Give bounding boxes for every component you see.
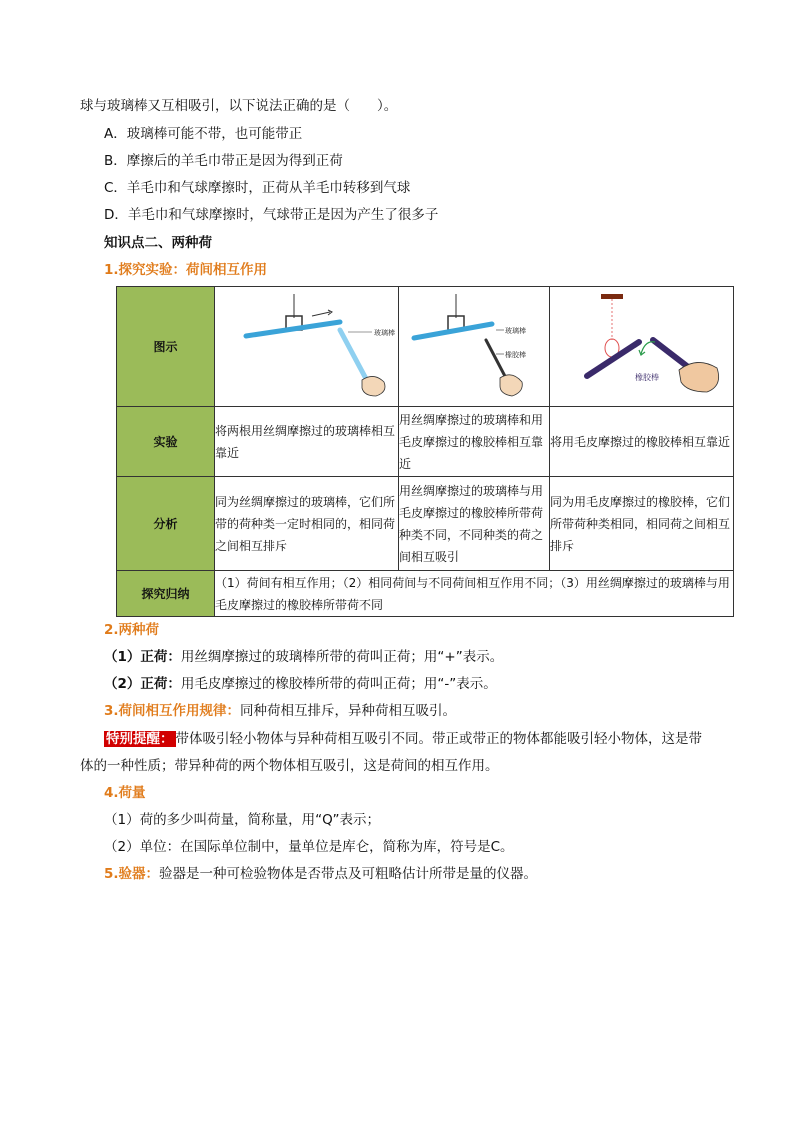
item1-text: 探究实验：荷间相互作用 [118, 262, 268, 278]
item3-text: 同种荷相互排斥，异种荷相互吸引。 [240, 703, 457, 719]
item4-title: 4.荷量 [104, 785, 146, 801]
item3-label: 3.荷间相互作用规律： [104, 703, 241, 719]
item5-text: 验器是一种可检验物体是否带点及可粗略估计所带是量的仪器。 [159, 866, 538, 882]
label-glass-rod-2: 玻璃棒 [505, 326, 526, 335]
item4-line-1: （1）荷的多少叫荷量，简称量，用“Q”表示； [104, 812, 380, 828]
experiment-cell-1: 将两根用丝绸摩擦过的玻璃棒相互靠近 [215, 407, 399, 477]
reminder-badge: 特别提醒： [106, 731, 174, 747]
row-header-images: 图示 [117, 287, 215, 407]
item5 [104, 864, 537, 884]
row-header-summary: 探究归纳 [117, 571, 215, 617]
reminder-line-1 [104, 729, 702, 749]
item2-line-1-prefix: （1）正荷： [104, 649, 181, 665]
experiment-cell-3: 将用毛皮摩擦过的橡胶棒相互靠近 [550, 407, 734, 477]
image-rubber-rubber [550, 287, 734, 407]
summary-cell: （1）荷间有相互作用；（2）相同荷间与不同荷间相互作用不同；（3）用丝绸摩擦过的玻璃棒与用毛皮摩擦过的橡胶棒所带荷不同 [215, 571, 734, 617]
label-rubber-rod-1: 橡胶棒 [505, 350, 526, 359]
item2-title: 2.两种荷 [104, 622, 160, 638]
option-d: D．羊毛巾和气球摩擦时，气球带正是因为产生了很多子 [104, 207, 439, 223]
row-header-analysis: 分析 [117, 477, 215, 571]
reminder-text-1: 带体吸引轻小物体与异种荷相互吸引不同。带正或带正的物体都能吸引轻小物体，这是带 [175, 731, 702, 747]
table-row-experiment [117, 407, 734, 477]
table-row-images [117, 287, 734, 407]
item1-number: 1. [104, 262, 119, 278]
item5-label: 5.验器： [104, 866, 160, 882]
label-rubber-rod-2: 橡胶棒 [634, 372, 659, 382]
item2-line-2 [104, 674, 497, 694]
item2-line-2-text: 用毛皮摩擦过的橡胶棒所带的荷叫正荷；用“-”表示。 [180, 676, 497, 692]
table-row-summary [117, 571, 734, 617]
label-glass-rod-1: 玻璃棒 [373, 328, 395, 337]
image-glass-rubber [399, 287, 550, 407]
option-a: A．玻璃棒可能不带，也可能带正 [104, 126, 303, 142]
option-b: B．摩擦后的羊毛巾带正是因为得到正荷 [104, 153, 343, 169]
row-header-experiment: 实验 [117, 407, 215, 477]
item1-heading [104, 260, 267, 280]
item3 [104, 701, 456, 721]
analysis-cell-3: 同为用毛皮摩擦过的橡胶棒，它们所带荷种类相同，相同荷之间相互排斥 [550, 477, 734, 571]
section-title: 知识点二、两种荷 [104, 235, 212, 251]
item4-line-2: （2）单位：在国际单位制中，量单位是库仑，简称为库，符号是C。 [104, 839, 514, 855]
analysis-cell-2: 用丝绸摩擦过的玻璃棒与用毛皮摩擦过的橡胶棒所带荷种类不同，不同种类的荷之间相互吸引 [399, 477, 550, 571]
question-text: 球与玻璃棒又互相吸引，以下说法正确的是（ ）。 [80, 98, 398, 114]
image-glass-glass [215, 287, 399, 407]
item2-line-1 [104, 647, 503, 667]
item2-line-2-prefix: （2）正荷： [104, 676, 181, 692]
option-c: C．羊毛巾和气球摩擦时，正荷从羊毛巾转移到气球 [104, 180, 411, 196]
reminder-line-2: 体的一种性质；带异种荷的两个物体相互吸引，这是荷间的相互作用。 [80, 758, 499, 774]
experiment-table [116, 286, 734, 617]
item2-line-1-text: 用丝绸摩擦过的玻璃棒所带的荷叫正荷；用“+”表示。 [180, 649, 504, 665]
table-row-analysis [117, 477, 734, 571]
experiment-cell-2: 用丝绸摩擦过的玻璃棒和用毛皮摩擦过的橡胶棒相互靠近 [399, 407, 550, 477]
analysis-cell-1: 同为丝绸摩擦过的玻璃棒，它们所带的荷种类一定时相同的，相同荷之间相互排斥 [215, 477, 399, 571]
